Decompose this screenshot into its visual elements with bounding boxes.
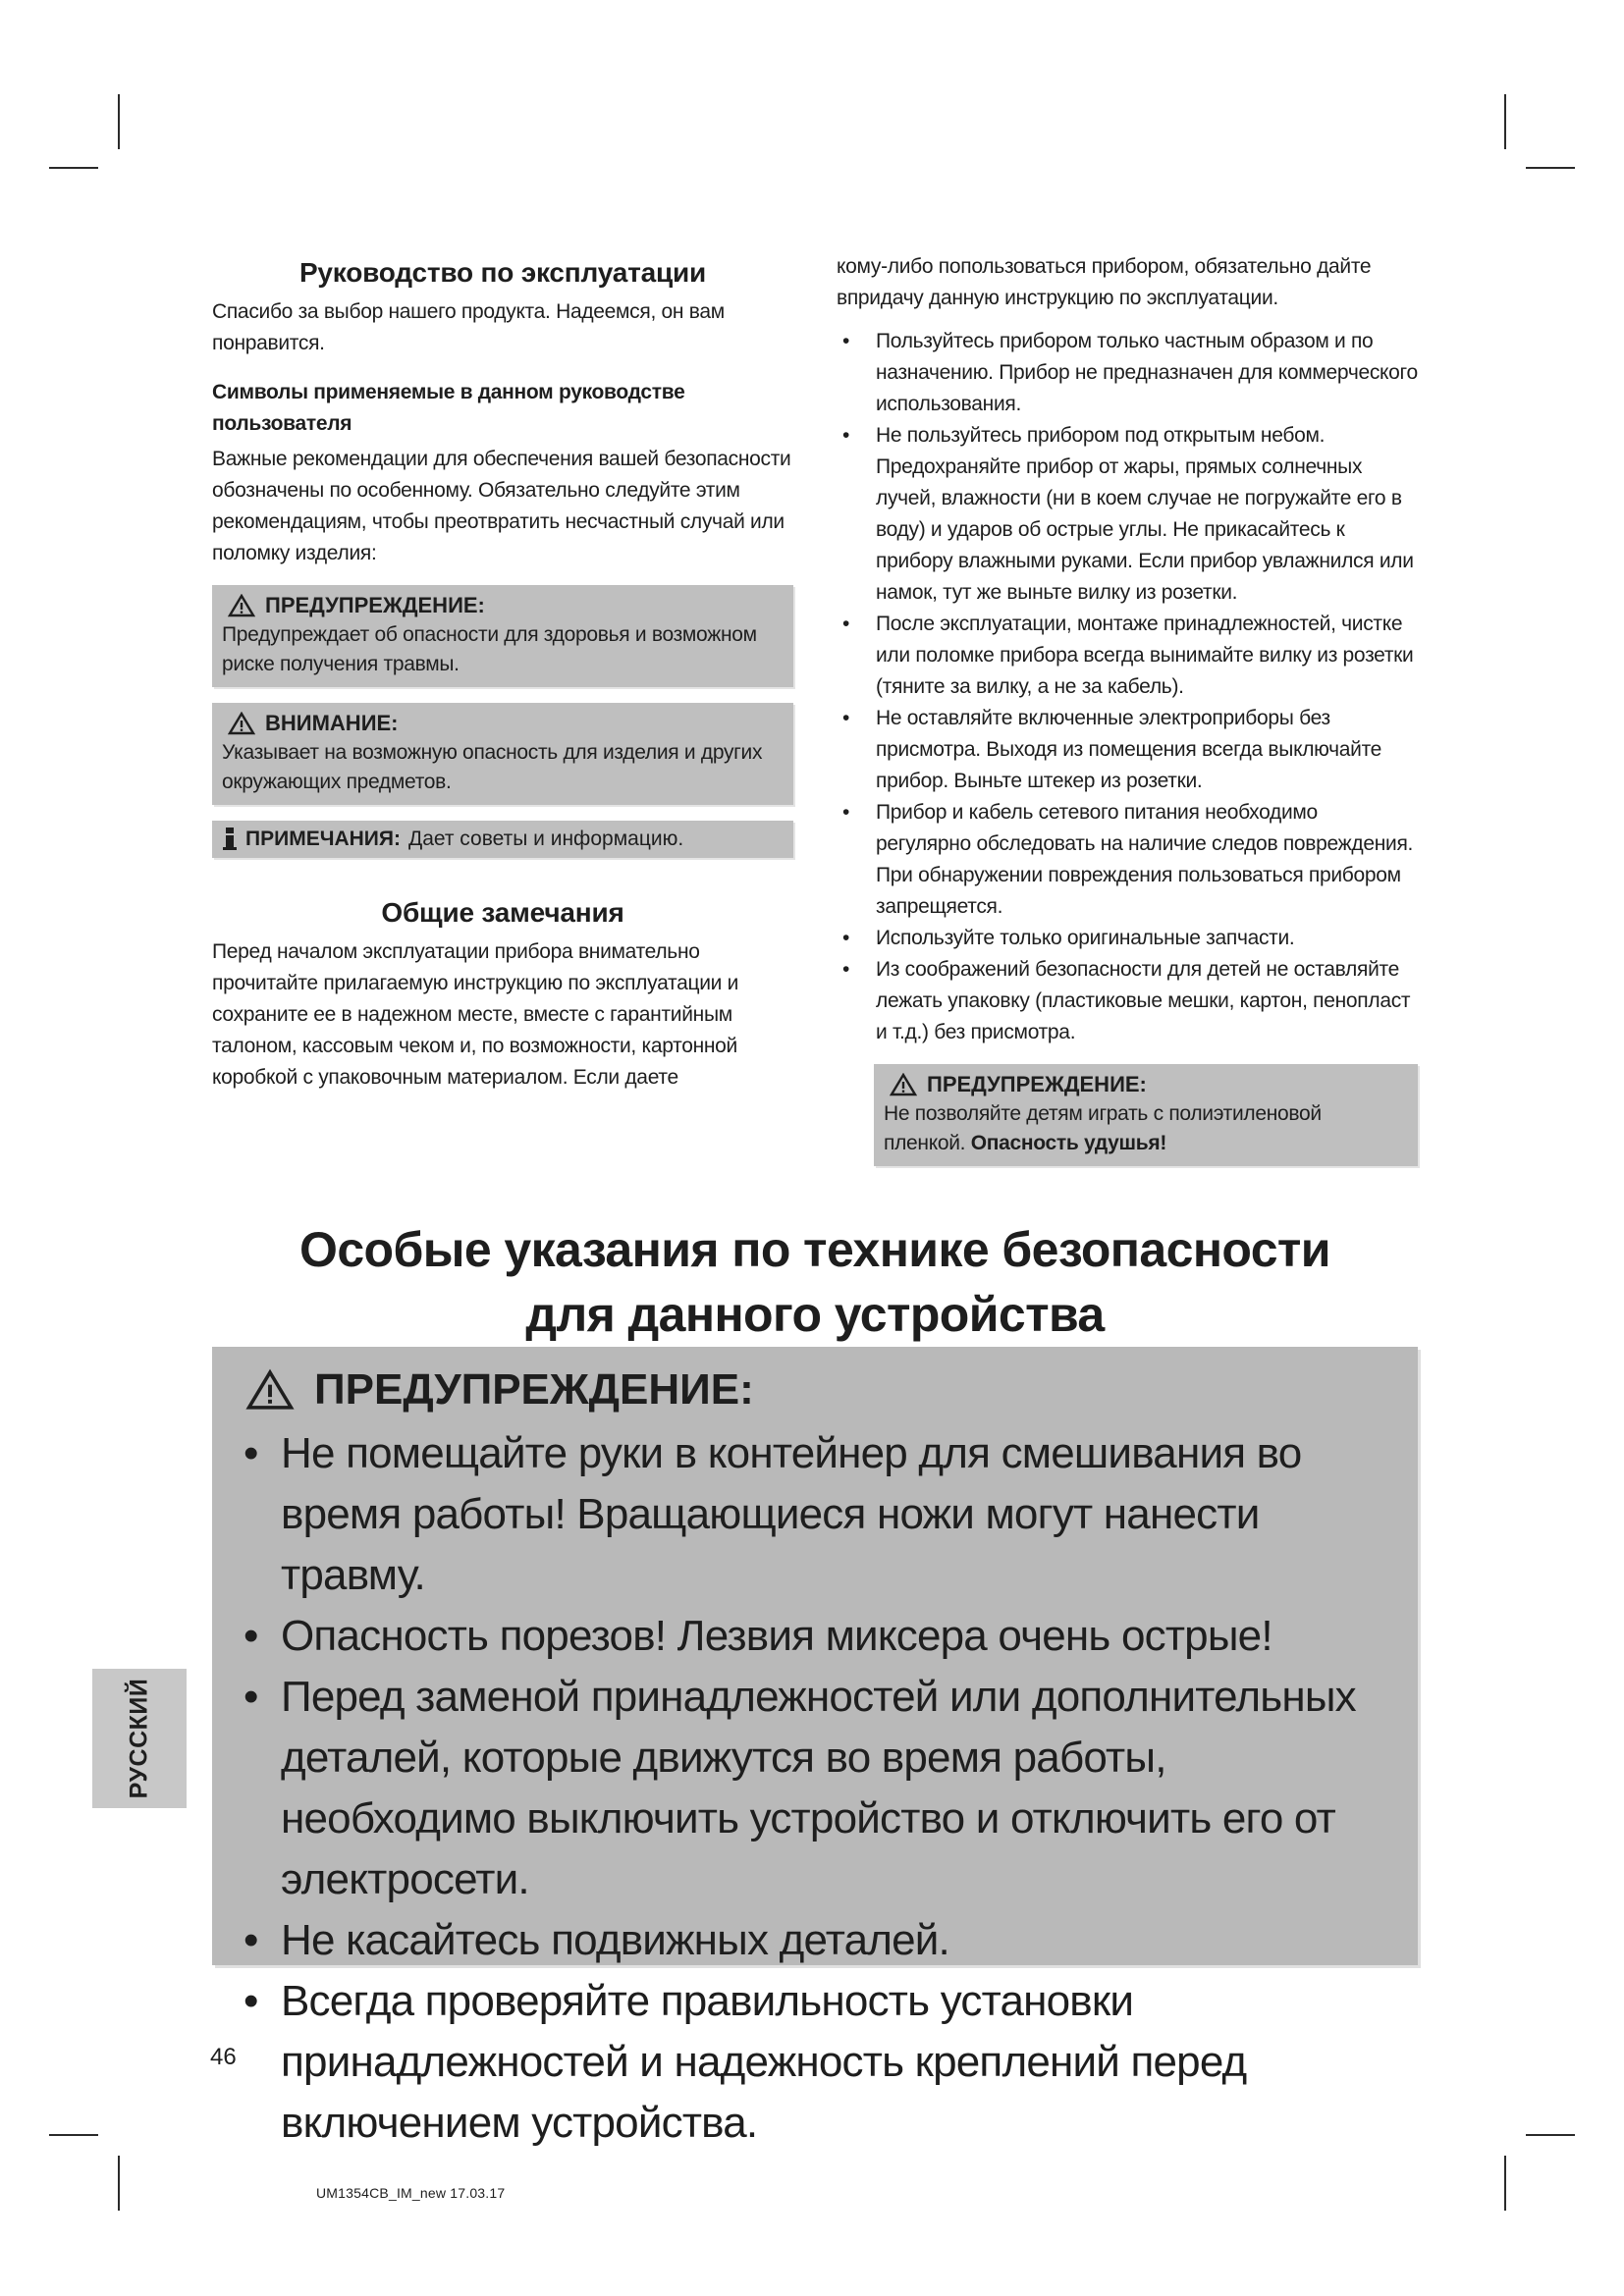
general-text: Перед началом эксплуатации прибора внимательно прочитайте прилагаемую инструкцию по эксплуатации и сохраните ее в надежном месте, вместе с гарантийным талоном, кассовым чеком и, по возможности, картонной коробкой с упаковочным материалом. Если даете [212, 940, 739, 1089]
symbols-heading: Символы применяемые в данном руководстве пользователя [212, 381, 685, 435]
crop-mark [1526, 2134, 1575, 2136]
caution-text: Указывает на возможную опасность для изделия и других окружающих предметов. [222, 741, 763, 793]
list-item: • Прибор и кабель сетевого питания необходимо регулярно обследовать на наличие следов повреждения. При обнаружении повреждения пользоваться прибором запрещяется. [837, 797, 1418, 923]
safety-warning-title [245, 1361, 1398, 1419]
child-warning-body [884, 1099, 1408, 1158]
list-item: • Не помещайте руки в контейнер для смешивания во время работы! Вращающиеся ножи могут нанести травму. [232, 1423, 1398, 1606]
crop-mark [118, 94, 120, 149]
safety-heading-line2: для данного устройства [525, 1287, 1105, 1342]
crop-mark [49, 167, 98, 169]
safety-heading-line1: Особые указания по технике безопасности [299, 1222, 1330, 1277]
general-title: Общие замечания [381, 897, 624, 928]
list-item: • Из соображений безопасности для детей не оставляйте лежать упаковку (пластиковые мешки, картон, пенопласт и т.д.) без присмотра. [837, 954, 1418, 1048]
caution-title [222, 709, 784, 738]
list-item: • Перед заменой принадлежностей или дополнительных деталей, которые движутся во время работы, необходимо выключить устройство и отключить его от электросети. [232, 1667, 1398, 1910]
info-icon [222, 828, 238, 851]
left-column [212, 257, 793, 1094]
symbols-text: Важные рекомендации для обеспечения вашей безопасности обозначены по особенному. Обязательно следуйте этим рекомендациям, чтобы преотвратить несчастный случай или поломку изделия: [212, 448, 791, 564]
crop-mark [49, 2134, 98, 2136]
list-item: • После эксплуатации, монтаже принадлежностей, чистке или поломке прибора всегда вынимайте вилку из розетки (тяните за вилку, а не за кабель). [837, 609, 1418, 703]
warning-box [212, 585, 793, 687]
list-item: • Всегда проверяйте правильность установки принадлежностей и надежность креплений перед включением устройства. [232, 1971, 1398, 2154]
warning-title [222, 591, 784, 620]
warning-label: ПРЕДУПРЕЖДЕНИЕ: [265, 593, 485, 617]
manual-title: Руководство по эксплуатации [298, 257, 707, 288]
child-warning-emphasis: Опасность удушья! [970, 1132, 1167, 1154]
warning-triangle-icon [228, 594, 255, 617]
list-item: • Используйте только оригинальные запчасти. [837, 923, 1418, 954]
child-warning-box [874, 1064, 1418, 1166]
warning-triangle-icon [890, 1073, 917, 1096]
general-bullet-list [837, 326, 1418, 1048]
child-warning-title [884, 1070, 1408, 1099]
list-item: • Не оставляйте включенные электроприборы без присмотра. Выходя из помещения всегда выключайте прибор. Выньте штекер из розетки. [837, 703, 1418, 797]
page-number: 46 [210, 2044, 237, 2070]
crop-mark [1526, 167, 1575, 169]
note-box [212, 821, 793, 858]
warning-text: Предупреждает об опасности для здоровья и возможном риске получения травмы. [222, 623, 757, 675]
thanks-text: Спасибо за выбор нашего продукта. Надеемся, он вам понравится. [212, 300, 725, 354]
child-warning-label: ПРЕДУПРЕЖДЕНИЕ: [927, 1072, 1147, 1096]
list-item: • Опасность порезов! Лезвия миксера очень острые! [232, 1606, 1398, 1667]
note-label: ПРИМЕЧАНИЯ: [245, 828, 401, 850]
crop-mark [1504, 2156, 1506, 2211]
warning-triangle-icon [245, 1368, 295, 1412]
caution-box [212, 703, 793, 805]
caution-label: ВНИМАНИЕ: [265, 711, 399, 735]
list-item: • Пользуйтесь прибором только частным образом и по назначению. Прибор не предназначен для коммерческого использования. [837, 326, 1418, 420]
language-tab [92, 1669, 187, 1808]
safety-heading [212, 1217, 1418, 1347]
list-item: • Не пользуйтесь прибором под открытым небом. Предохраняйте прибор от жары, прямых солнечных лучей, влажности (ни в коем случае не погружайте его в воду) и ударов об острые углы. Не прикасайтесь к прибору влажными руками. Если прибор увлажнился или намок, тут же выньте вилку из розетки. [837, 420, 1418, 609]
general-continuation: кому-либо попользоваться прибором, обязательно дайте впридачу данную инструкцию по эксплуатации. [837, 255, 1372, 309]
right-column [837, 251, 1418, 1166]
crop-mark [1504, 94, 1506, 149]
footer-code: UM1354CB_IM_new 17.03.17 [316, 2185, 506, 2201]
note-text: Дает советы и информацию. [407, 828, 684, 850]
caution-triangle-icon [228, 712, 255, 735]
crop-mark [118, 2156, 120, 2211]
child-warning-text: Не позволяйте детям играть с полиэтиленовой пленкой. [884, 1102, 1322, 1154]
list-item: • Не касайтесь подвижных деталей. [232, 1910, 1398, 1971]
safety-warning-label: ПРЕДУПРЕЖДЕНИЕ: [314, 1365, 754, 1414]
language-tab-label: РУССКИЙ [125, 1678, 153, 1799]
safety-bullet-list [232, 1423, 1398, 2154]
